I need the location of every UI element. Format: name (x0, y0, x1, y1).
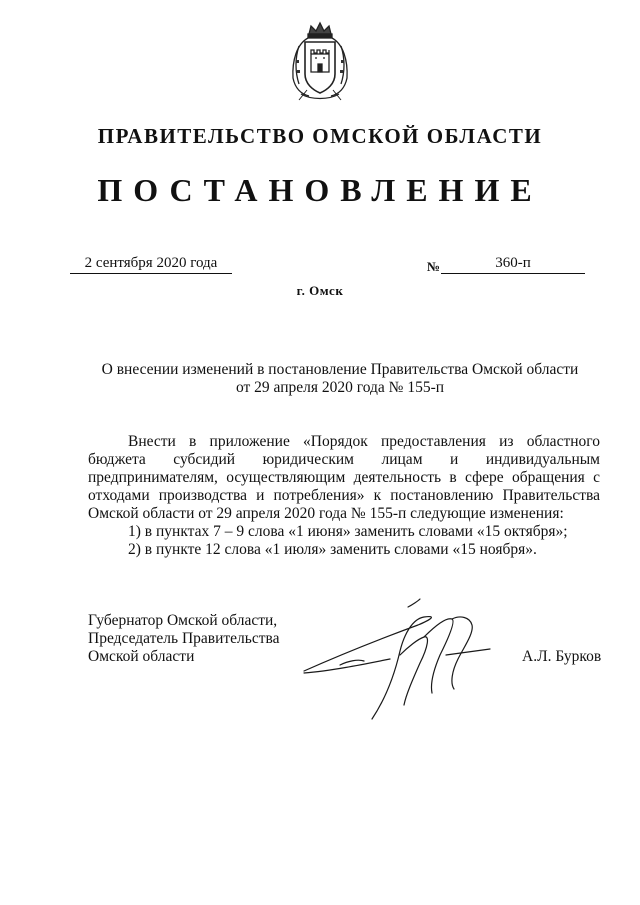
signer-title-line-3: Омской области (88, 648, 195, 665)
body-line-2: бюджета субсидий юридическим лицам и индивидуальным (88, 451, 600, 468)
number-label: № (427, 259, 441, 274)
document-subject (60, 361, 620, 397)
body-line-1: Внести в приложение «Порядок предоставления из областного (128, 433, 600, 450)
subject-line-1: О внесении изменений в постановление Правительства Омской области (101, 361, 579, 378)
coat-of-arms-icon (287, 20, 353, 102)
document-type-heading: ПОСТАНОВЛЕНИЕ (97, 172, 543, 208)
signer-title-line-2: Председатель Правительства (88, 630, 280, 647)
signer-name: А.Л. Бурков (522, 648, 602, 665)
body-line-3: предпринимателям, осуществляющим деятельность в сфере обращения с (88, 469, 600, 486)
body-line-4: отходами производства и потребления» к постановлению Правительства (88, 487, 600, 504)
document-date: 2 сентября 2020 года (70, 255, 232, 274)
document-number: 360-п (441, 255, 585, 274)
amendment-item-2: 2) в пункте 12 слова «1 июля» заменить словами «15 ноября». (128, 541, 537, 558)
signer-title (88, 612, 280, 666)
subject-line-2: от 29 апреля 2020 года № 155-п (235, 379, 445, 396)
government-title: ПРАВИТЕЛЬСТВО ОМСКОЙ ОБЛАСТИ (97, 124, 543, 148)
amendment-item-1: 1) в пунктах 7 – 9 слова «1 июня» заменить словами «15 октября»; (128, 523, 568, 540)
body-line-5: Омской области от 29 апреля 2020 года № 155-п следующие изменения: (88, 505, 564, 522)
city-label: г. Омск (296, 283, 344, 298)
signer-title-line-1: Губернатор Омской области, (88, 612, 278, 629)
signature-icon (300, 595, 510, 730)
